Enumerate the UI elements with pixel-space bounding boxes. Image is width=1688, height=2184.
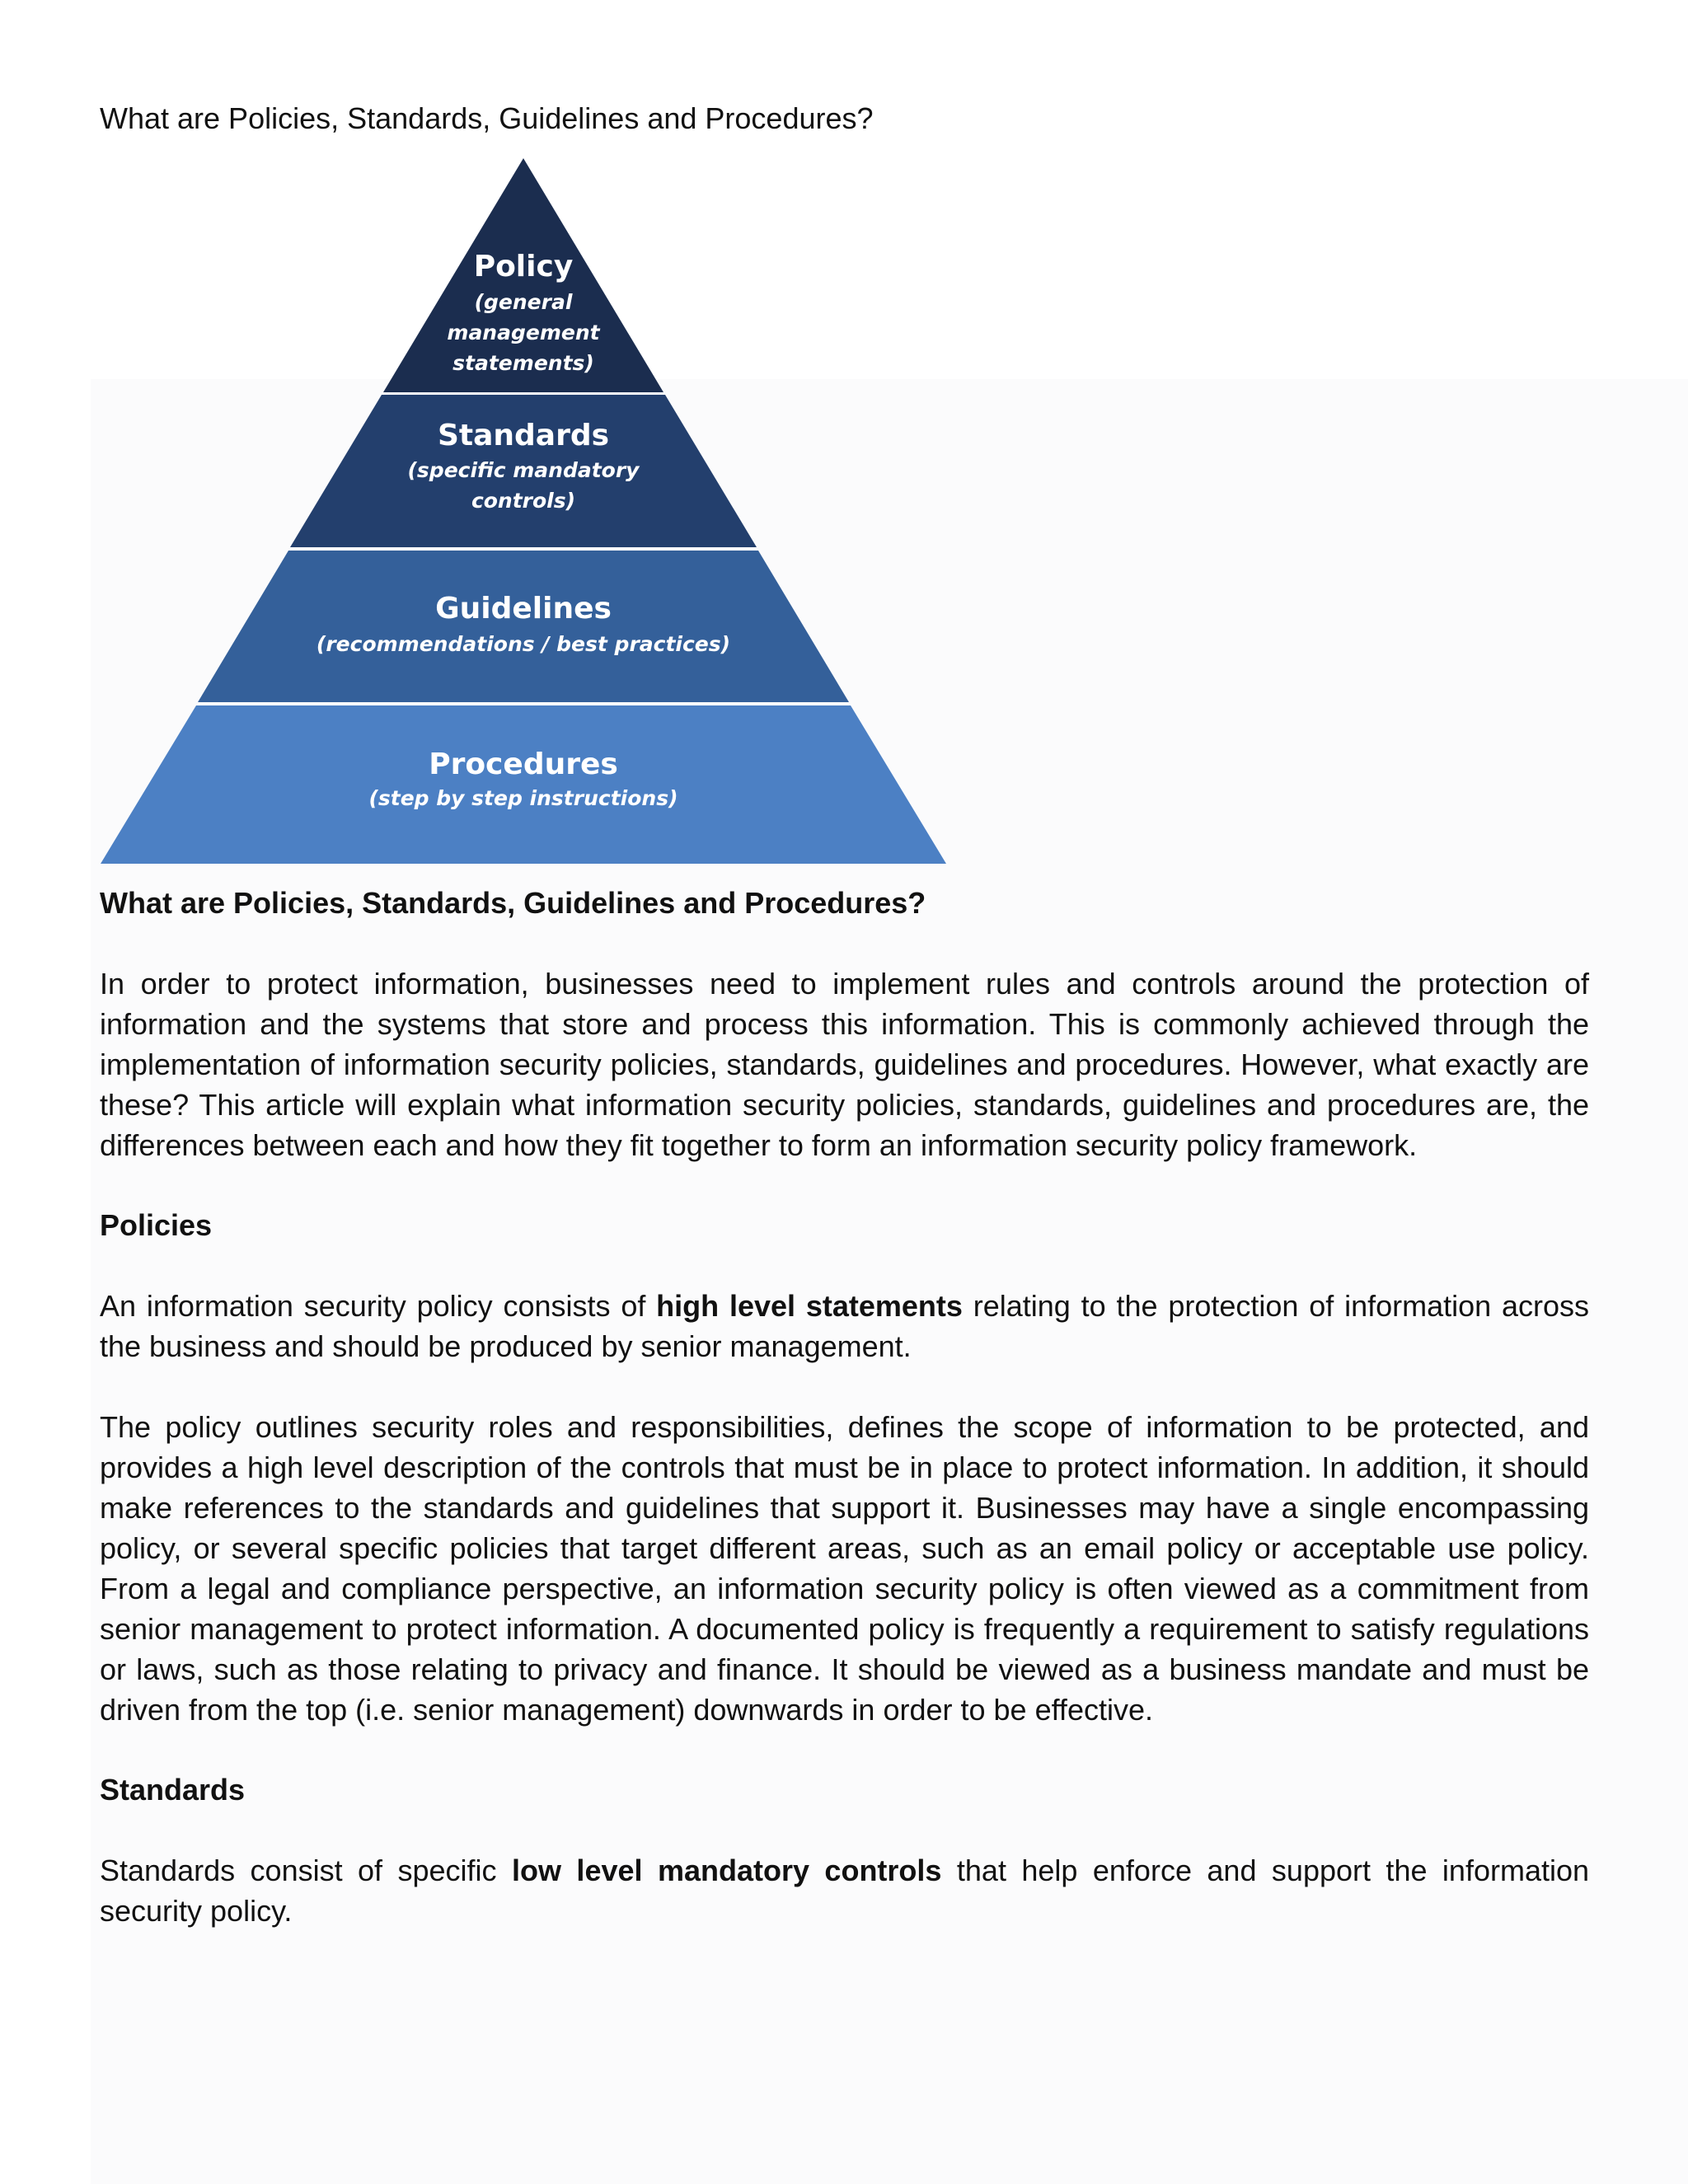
pyramid-standards-subtitle: controls) [471, 489, 576, 513]
policies-paragraph-2: The policy outlines security roles and responsibilities, defines the scope of information to be protected, and provides a high level description of the controls that must be in place to protect information. In addition, it should make references to the standards and guidelines that support it. Businesses may have a single encompassing policy, or several specific policies that target different areas, such as an email policy or acceptable use policy. From a legal and compliance perspective, an information security policy is often viewed as a commitment from senior management to protect information. A documented policy is frequently a requirement to satisfy regulations or laws, such as those relating to privacy and finance. It should be viewed as a business mandate and must be driven from the top (i.e. senior management) downwards in order to be effective. [100, 1410, 1589, 1727]
section-heading: What are Policies, Standards, Guidelines and Procedures? [100, 886, 926, 920]
intro-paragraph: In order to protect information, businesses need to implement rules and controls around the protection of information and the systems that store and process this information. This is commonly achieved through the implementation of information security policies, standards, guidelines and procedures. However, what exactly are these? This article will explain what information security policies, standards, guidelines and procedures are, the differences between each and how they fit together to form an information security policy framework. [100, 967, 1589, 1162]
pyramid-policy-subtitle: management [447, 321, 600, 344]
policies-heading: Policies [100, 1208, 213, 1242]
standards-text-before: Standards consist of specific [100, 1854, 512, 1887]
pyramid-policy-subtitle: (general [474, 290, 573, 314]
standards-paragraph-1 [100, 1850, 1589, 1931]
pyramid-guidelines-title: Guidelines [435, 592, 612, 626]
pyramid-standards-title: Standards [437, 419, 610, 452]
pyramid-procedures-title: Procedures [429, 748, 618, 781]
pyramid-guidelines-subtitle: (recommendations / best practices) [316, 632, 731, 656]
policies-text-after: relating to the protection of information across the business and should be produced by senior management. [100, 1289, 1589, 1363]
policies-text-before: An information security policy consists of [100, 1289, 657, 1323]
policies-bold-phrase: high level statements [656, 1289, 963, 1323]
pyramid-level-guidelines [198, 551, 849, 702]
pyramid-svg [101, 158, 946, 865]
pyramid-policy-subtitle: statements) [452, 351, 594, 375]
standards-text-after: that help enforce and support the information security policy. [100, 1854, 1590, 1928]
document-title: What are Policies, Standards, Guidelines and Procedures? [100, 101, 874, 135]
pyramid-standards-subtitle: (specific mandatory [407, 458, 640, 482]
article-body [100, 883, 1589, 1971]
pyramid-level-procedures [101, 705, 946, 864]
pyramid-procedures-subtitle: (step by step instructions) [368, 786, 678, 810]
pyramid-diagram [101, 158, 946, 865]
standards-heading: Standards [100, 1773, 246, 1807]
standards-bold-phrase: low level mandatory controls [512, 1854, 942, 1887]
pyramid-policy-title: Policy [473, 250, 574, 284]
policies-paragraph-1 [100, 1286, 1589, 1366]
